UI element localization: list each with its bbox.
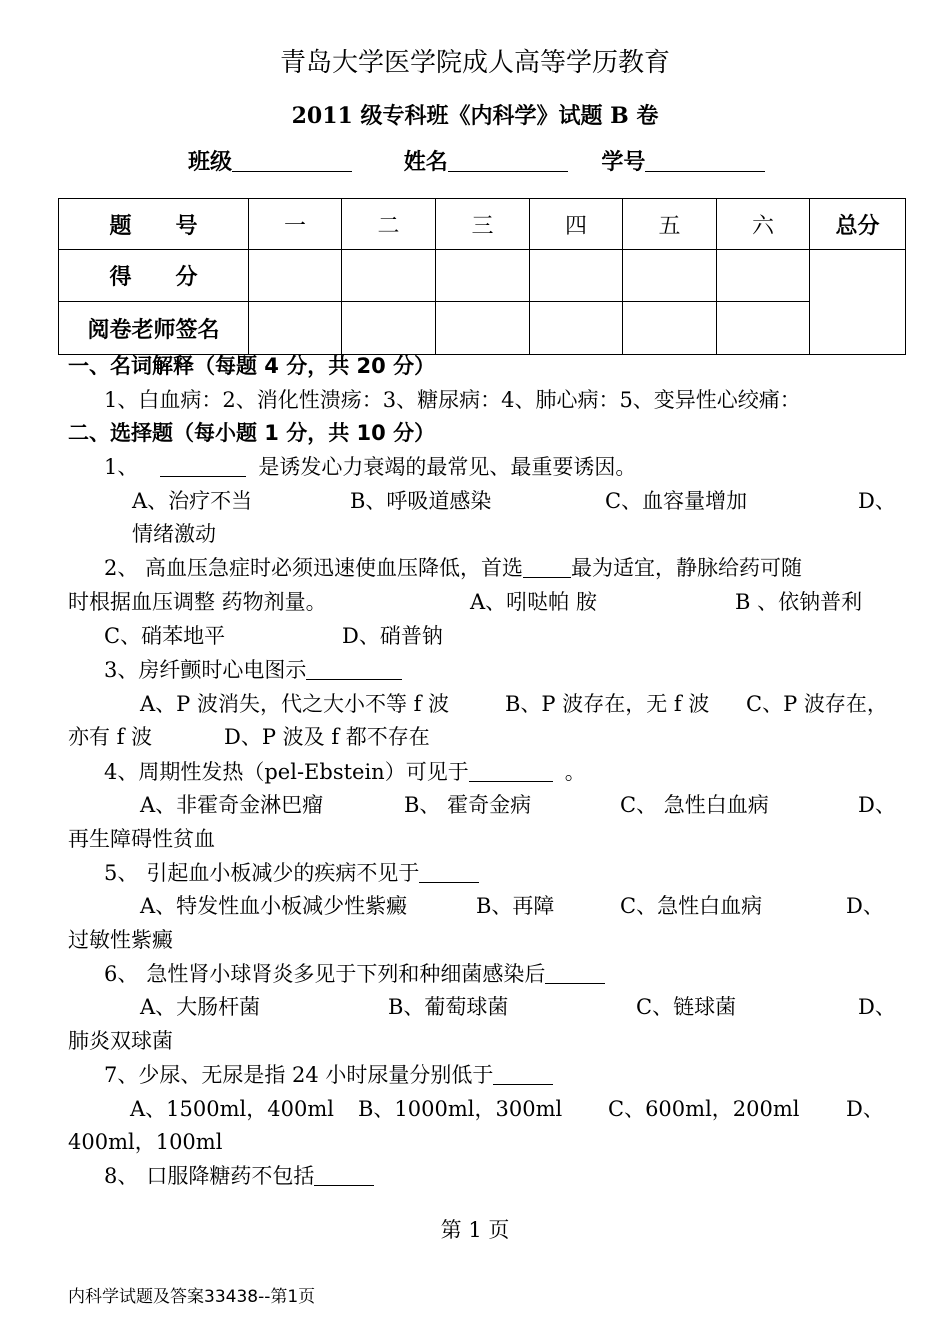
q2-stem-line1 xyxy=(104,554,802,582)
q3-blank xyxy=(306,657,402,680)
q1-option-c: C、血容量增加 xyxy=(605,489,748,513)
question-number-label: 题 号 xyxy=(59,199,249,250)
q5-option-a: A、特发性血小板减少性紫癜 xyxy=(140,894,408,918)
q6-option-d-text: 肺炎双球菌 xyxy=(68,1029,173,1053)
q2-option-b: B 、依钠普利 xyxy=(735,590,863,614)
exam-title: 2011 级专科班《内科学》试题 B 卷 xyxy=(291,103,659,129)
section1-heading: 一、名词解释（每题 4 分，共 20 分） xyxy=(68,354,436,378)
q5-number: 5、 xyxy=(104,861,139,885)
document-footer-label: 内科学试题及答案33438--第1页 xyxy=(68,1287,316,1307)
q6-option-d: D、 xyxy=(858,995,896,1019)
signature-cell xyxy=(623,302,717,355)
section2-heading: 二、选择题（每小题 1 分，共 10 分） xyxy=(68,421,436,445)
page-number: 第 1 页 xyxy=(440,1218,510,1242)
column-header: 三 xyxy=(436,199,530,250)
q6-blank xyxy=(545,961,605,984)
q7-option-d-text: 400ml，100ml xyxy=(68,1130,223,1154)
q8-stem-text: 口服降糖药不包括 xyxy=(146,1164,315,1188)
q2-stem-part1: 2、 高血压急症时必须迅速使血压降低，首选 xyxy=(104,556,524,580)
q4-option-c: C、 急性白血病 xyxy=(620,793,769,817)
q6-option-a: A、大肠杆菌 xyxy=(140,995,261,1019)
q6-option-c: C、链球菌 xyxy=(636,995,737,1019)
q3-stem xyxy=(104,656,402,684)
column-header: 五 xyxy=(623,199,717,250)
q4-stem xyxy=(104,758,586,786)
q3-option-c-text: 亦有 f 波 xyxy=(68,725,153,749)
class-label: 班级 xyxy=(188,150,233,175)
column-header: 一 xyxy=(249,199,342,250)
q8-blank xyxy=(314,1163,374,1186)
class-blank xyxy=(232,149,352,172)
q2-option-d: D、硝普钠 xyxy=(342,624,443,648)
q1-stem-text: 是诱发心力衰竭的最常见、最重要诱因。 xyxy=(258,455,637,479)
q4-blank xyxy=(469,759,553,782)
q4-option-d: D、 xyxy=(858,793,896,817)
q5-option-b: B、再障 xyxy=(476,894,555,918)
column-header: 四 xyxy=(530,199,623,250)
signature-cell xyxy=(249,302,342,355)
student-id-label: 学号 xyxy=(601,150,646,175)
q7-option-b: B、1000ml，300ml xyxy=(358,1097,563,1121)
q2-stem-line2: 时根据血压调整 药物剂量。 xyxy=(68,590,327,614)
q2-blank xyxy=(523,555,571,578)
q3-stem-text: 3、房纤颤时心电图示 xyxy=(104,658,307,682)
score-row xyxy=(59,250,906,302)
student-id-blank xyxy=(645,149,765,172)
q6-option-b: B、葡萄球菌 xyxy=(388,995,509,1019)
q5-stem-text: 引起血小板减少的疾病不见于 xyxy=(146,861,420,885)
signature-cell xyxy=(342,302,436,355)
q3-option-d: D、P 波及 f 都不存在 xyxy=(224,725,430,749)
score-cell xyxy=(249,250,342,302)
name-blank xyxy=(448,149,568,172)
q7-option-a: A、1500ml，400ml xyxy=(130,1097,334,1121)
q7-option-c: C、600ml，200ml xyxy=(608,1097,800,1121)
q7-option-d: D、 xyxy=(846,1097,884,1121)
score-table-header-row xyxy=(59,199,906,250)
q5-option-d-text: 过敏性紫癜 xyxy=(68,928,173,952)
signature-cell xyxy=(436,302,530,355)
q1-option-b: B、呼吸道感染 xyxy=(350,489,492,513)
q7-stem-text: 7、少尿、无尿是指 24 小时尿量分别低于 xyxy=(104,1063,494,1087)
q1-number: 1、 xyxy=(104,455,139,479)
q4-option-b: B、 霍奇金病 xyxy=(404,793,532,817)
q5-option-d: D、 xyxy=(846,894,884,918)
q4-stem-end: 。 xyxy=(564,760,586,784)
q4-option-d-text: 再生障碍性贫血 xyxy=(68,827,215,851)
q1-blank xyxy=(160,454,246,477)
student-info-row xyxy=(188,148,765,178)
q2-stem-part2: 最为适宜，静脉给药可随 xyxy=(571,556,803,580)
q3-option-c: C、P 波存在， xyxy=(746,692,888,716)
q8-number: 8、 xyxy=(104,1164,139,1188)
column-header: 六 xyxy=(717,199,810,250)
q7-stem xyxy=(104,1061,553,1089)
q5-option-c: C、急性白血病 xyxy=(620,894,763,918)
signature-cell xyxy=(717,302,810,355)
q5-stem xyxy=(104,859,479,887)
q1-option-d: D、 xyxy=(858,489,896,513)
score-cell xyxy=(623,250,717,302)
score-cell xyxy=(436,250,530,302)
score-cell xyxy=(530,250,623,302)
q1-option-a: A、治疗不当 xyxy=(132,489,253,513)
score-cell xyxy=(342,250,436,302)
grader-row xyxy=(59,302,906,355)
q1-option-d-text: 情绪激动 xyxy=(132,522,216,546)
q8-stem xyxy=(104,1162,374,1190)
q3-option-a: A、P 波消失，代之大小不等 f 波 xyxy=(140,692,450,716)
q5-blank xyxy=(419,860,479,883)
q6-stem xyxy=(104,960,605,988)
signature-cell xyxy=(530,302,623,355)
q4-option-a: A、非霍奇金淋巴瘤 xyxy=(140,793,324,817)
q1-stem xyxy=(104,453,636,481)
q2-option-a: A、吲哒帕 胺 xyxy=(470,590,597,614)
score-cell xyxy=(717,250,810,302)
q6-number: 6、 xyxy=(104,962,139,986)
q6-stem-text: 急性肾小球肾炎多见于下列和种细菌感染后 xyxy=(146,962,546,986)
total-score-cell xyxy=(810,250,906,355)
column-header: 二 xyxy=(342,199,436,250)
q7-blank xyxy=(493,1062,553,1085)
school-title: 青岛大学医学院成人高等学历教育 xyxy=(279,48,670,78)
q3-option-b: B、P 波存在，无 f 波 xyxy=(505,692,710,716)
name-label: 姓名 xyxy=(403,150,448,175)
score-label: 得 分 xyxy=(59,250,249,302)
q2-option-c: C、硝苯地平 xyxy=(104,624,226,648)
score-table xyxy=(58,198,906,355)
q4-stem-text: 4、周期性发热（pel-Ebstein）可见于 xyxy=(104,760,469,784)
grader-signature-label: 阅卷老师签名 xyxy=(59,302,249,355)
section1-terms: 1、白血病：2、消化性溃疡：3、糖尿病：4、肺心病：5、变异性心绞痛： xyxy=(104,388,801,412)
total-score-label: 总分 xyxy=(810,199,906,250)
